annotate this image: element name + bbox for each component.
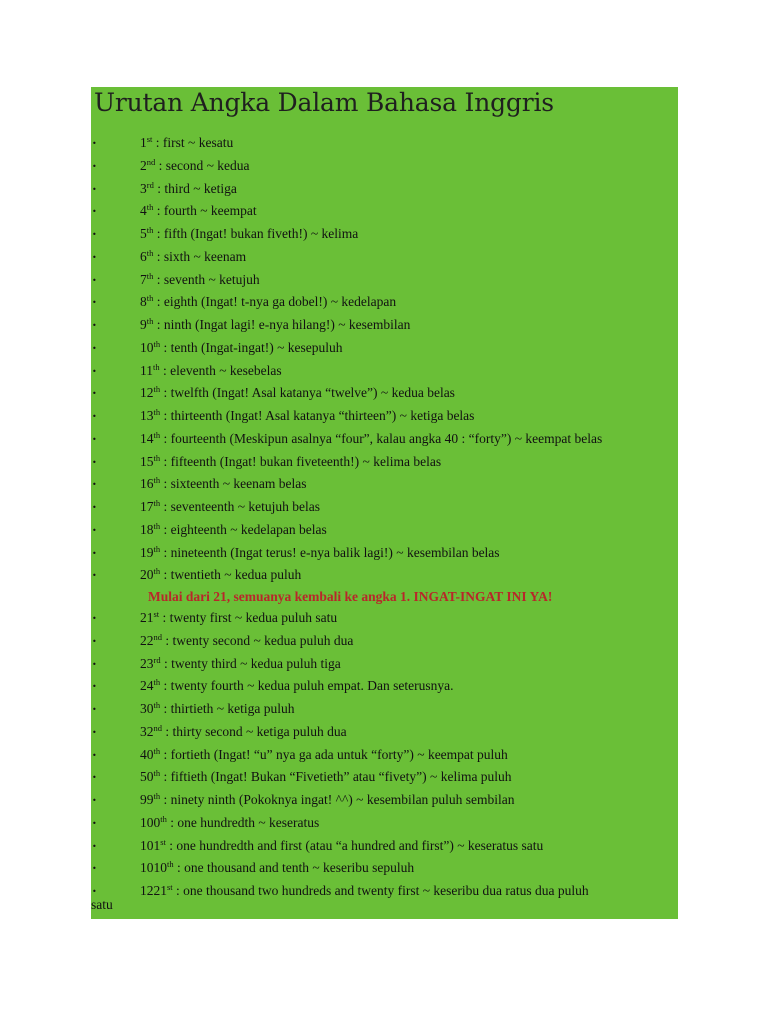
ordinal-number: 20: [140, 567, 154, 583]
ordinal-suffix: th: [153, 475, 161, 486]
list-item-text: [140, 542, 500, 564]
bullet-icon: •: [92, 682, 97, 692]
list-item-text: [140, 564, 301, 586]
list-item-text: [140, 744, 508, 766]
ordinal-suffix: th: [167, 859, 174, 870]
list-item-text: [140, 519, 327, 541]
list-item: [91, 519, 691, 541]
bullet-icon: •: [92, 525, 97, 535]
bullet-icon: •: [92, 161, 97, 171]
bullet-icon: •: [92, 230, 97, 239]
list-item: [91, 269, 691, 291]
bullet-icon: •: [92, 343, 97, 353]
ordinal-suffix: th: [153, 338, 161, 349]
bullet-icon: •: [92, 571, 97, 581]
ordinal-suffix: th: [153, 543, 161, 554]
ordinal-suffix: th: [153, 361, 160, 372]
bullet-icon: •: [92, 841, 97, 851]
ordinal-number: 50: [140, 769, 154, 785]
list-item-text: [140, 223, 358, 245]
ordinal-description: : one hundredth and first (atau “a hundred and first”) ~ keseratus satu: [165, 837, 544, 853]
ordinal-suffix: nd: [153, 722, 162, 733]
ordinal-description: : one thousand two hundreds and twenty first ~ keseribu dua ratus dua puluh: [172, 883, 589, 898]
bullet-icon: •: [92, 548, 97, 558]
ordinal-number: 19: [140, 544, 154, 560]
bullet-icon: •: [92, 434, 97, 444]
list-item-text: [140, 766, 512, 788]
list-item-text: [140, 360, 282, 382]
list-item-text: [140, 630, 353, 652]
list-item: [91, 496, 691, 518]
list-item-text: [140, 269, 260, 291]
bullet-icon: •: [92, 773, 97, 783]
ordinal-description: : first ~ kesatu: [152, 135, 234, 150]
ordinal-suffix: th: [153, 407, 161, 417]
bullet-icon: •: [92, 252, 97, 262]
list-item: [91, 744, 691, 766]
ordinal-number: 40: [140, 746, 154, 762]
ordinal-description: : eleventh ~ kesebelas: [159, 362, 282, 378]
ordinal-suffix: th: [153, 429, 161, 440]
list-item: [91, 428, 691, 450]
ordinal-suffix: th: [160, 813, 167, 824]
list-item: [91, 857, 691, 879]
list-item-text: [140, 246, 246, 268]
list-item: [91, 607, 691, 629]
bullet-icon: •: [92, 864, 97, 874]
ordinal-suffix: nd: [146, 156, 156, 167]
list-item: [91, 246, 691, 268]
document-page: [91, 87, 678, 919]
bullet-icon: •: [92, 366, 97, 376]
list-item-text: [140, 451, 441, 473]
ordinal-description: : sixth ~ keenam: [153, 248, 247, 264]
bullet-icon: •: [92, 207, 97, 217]
ordinal-number: 101: [140, 837, 161, 853]
ordinal-suffix: st: [153, 609, 160, 619]
list-item-text: [140, 473, 307, 495]
ordinal-description: : seventeenth ~ ketujuh belas: [160, 499, 321, 514]
ordinal-number: 30: [140, 701, 154, 716]
ordinal-description: : twenty second ~ kedua puluh dua: [162, 632, 354, 648]
ordinal-number: 7: [140, 271, 147, 287]
list-item-text: [140, 405, 474, 427]
ordinal-description: : seventh ~ ketujuh: [153, 271, 260, 287]
ordinal-suffix: st: [160, 836, 166, 847]
ordinal-number: 1010: [140, 860, 167, 876]
list-item-text: [140, 653, 341, 675]
list-item-text: [140, 496, 320, 518]
ordinal-number: 99: [140, 792, 154, 807]
list-item-text: [140, 178, 237, 200]
ordinal-description: : nineteenth (Ingat terus! e-nya balik lagi!) ~ kesembilan belas: [160, 544, 500, 560]
ordinal-number: 14: [140, 430, 154, 446]
ordinal-suffix: st: [167, 882, 173, 892]
list-item: [91, 291, 691, 313]
ordinal-number: 13: [140, 408, 154, 423]
list-item: [91, 653, 691, 675]
list-item: [91, 698, 691, 720]
list-item-text: [140, 721, 347, 743]
ordinal-suffix: th: [153, 768, 161, 779]
list-item-text: [140, 880, 589, 902]
list-item-text: [140, 789, 515, 811]
ordinal-number: 11: [140, 362, 153, 378]
list-item: [91, 382, 691, 404]
ordinal-suffix: th: [146, 225, 154, 235]
ordinal-description: : twenty first ~ kedua puluh satu: [159, 610, 338, 625]
ordinal-number: 5: [140, 226, 147, 241]
ordinal-description: : ninth (Ingat lagi! e-nya hilang!) ~ kesembilan: [153, 317, 411, 332]
list-item-text: [140, 382, 455, 404]
bullet-icon: •: [92, 659, 97, 669]
list-item: [91, 721, 691, 743]
ordinal-description: : fiftieth (Ingat! Bukan “Fivetieth” atau “fivety”) ~ kelima puluh: [160, 769, 512, 785]
ordinal-suffix: th: [146, 293, 154, 304]
bullet-icon: •: [92, 139, 97, 148]
bullet-icon: •: [92, 614, 97, 623]
bullet-icon: •: [92, 796, 97, 805]
ordinal-suffix: th: [153, 498, 161, 508]
list-item: [91, 789, 691, 811]
ordinal-number: 8: [140, 294, 147, 310]
list-item: [91, 812, 691, 834]
ordinal-suffix: th: [146, 270, 154, 281]
ordinal-number: 21: [140, 610, 154, 625]
list-item: [91, 178, 691, 200]
ordinal-description: : fourth ~ keempat: [153, 203, 257, 219]
page-title: Urutan Angka Dalam Bahasa Inggris: [94, 88, 554, 117]
ordinal-number: 4: [140, 203, 147, 219]
ordinal-suffix: rd: [146, 179, 154, 190]
list-item: [91, 314, 691, 336]
ordinal-number: 17: [140, 499, 154, 514]
bullet-icon: •: [92, 457, 97, 467]
ordinal-description: : fifteenth (Ingat! bukan fiveteenth!) ~ kelima belas: [160, 453, 442, 469]
list-item-text: [140, 812, 319, 834]
bullet-icon: •: [92, 321, 97, 330]
ordinal-description: : thirteenth (Ingat! Asal katanya “thirteen”) ~ ketiga belas: [160, 408, 475, 423]
list-item-text: [140, 857, 414, 879]
list-item: [91, 200, 691, 222]
ordinal-suffix: rd: [153, 654, 161, 665]
bullet-icon: •: [92, 705, 97, 714]
ordinal-suffix: th: [153, 384, 161, 395]
bullet-icon: •: [92, 275, 97, 285]
list-item-continuation: satu: [91, 896, 113, 912]
ordinal-number: 9: [140, 317, 147, 332]
list-item: [91, 405, 691, 427]
ordinal-number: 1221: [140, 883, 167, 898]
ordinal-suffix: th: [153, 791, 161, 801]
list-item: [91, 155, 691, 177]
list-item-text: [140, 314, 410, 336]
ordinal-description: : third ~ ketiga: [153, 180, 237, 196]
ordinal-number: 10: [140, 339, 154, 355]
ordinal-description: : fifth (Ingat! bukan fiveth!) ~ kelima: [153, 226, 359, 241]
bullet-icon: •: [92, 412, 97, 421]
list-item: [91, 337, 691, 359]
ordinal-suffix: th: [153, 566, 161, 577]
bullet-icon: •: [92, 750, 97, 760]
ordinal-description: : one thousand and tenth ~ keseribu sepuluh: [173, 860, 415, 876]
ordinal-suffix: th: [153, 520, 161, 531]
list-item: [91, 564, 691, 586]
list-item: [91, 223, 691, 245]
ordinal-description: : second ~ kedua: [155, 157, 250, 173]
ordinal-number: 12: [140, 385, 154, 401]
list-item-text: [140, 291, 396, 313]
ordinal-number: 1: [140, 135, 147, 150]
ordinal-description: : eighth (Ingat! t-nya ga dobel!) ~ kedelapan: [153, 294, 397, 310]
ordinal-number: 100: [140, 814, 161, 830]
list-item-text: [140, 698, 295, 720]
ordinal-suffix: th: [153, 700, 161, 710]
ordinal-description: : ninety ninth (Pokoknya ingat! ^^) ~ kesembilan puluh sembilan: [160, 792, 515, 807]
ordinal-number: 2: [140, 157, 147, 173]
ordinal-number: 22: [140, 632, 154, 648]
ordinal-suffix: th: [153, 452, 161, 463]
ordinal-suffix: th: [153, 677, 161, 688]
ordinal-description: : one hundredth ~ keseratus: [166, 814, 320, 830]
list-item-text: [140, 337, 343, 359]
list-item-text: [140, 155, 250, 177]
ordinal-number: 18: [140, 521, 154, 537]
list-item-text: [140, 428, 602, 450]
ordinal-number: 3: [140, 180, 147, 196]
list-item-text: [140, 132, 233, 154]
list-item: [91, 675, 691, 697]
ordinal-description: : twenty third ~ kedua puluh tiga: [160, 655, 341, 671]
bullet-icon: •: [92, 727, 97, 737]
ordinal-description: : thirtieth ~ ketiga puluh: [160, 701, 295, 716]
ordinal-number: 16: [140, 476, 154, 492]
ordinal-description: : tenth (Ingat-ingat!) ~ kesepuluh: [160, 339, 343, 355]
ordinal-description: : fourteenth (Meskipun asalnya “four”, kalau angka 40 : “forty”) ~ keempat belas: [160, 430, 603, 446]
ordinal-suffix: nd: [153, 631, 162, 642]
bullet-icon: •: [92, 636, 97, 646]
list-item: [91, 835, 691, 857]
ordinal-number: 15: [140, 453, 154, 469]
ordinal-suffix: th: [146, 202, 154, 213]
ordinal-number: 24: [140, 678, 154, 694]
ordinal-description: : twentieth ~ kedua puluh: [160, 567, 302, 583]
bullet-icon: •: [92, 503, 97, 512]
ordinal-suffix: th: [146, 247, 154, 258]
list-item: [91, 451, 691, 473]
list-item: [91, 132, 691, 154]
bullet-icon: •: [92, 818, 97, 828]
ordinal-description: : twelfth (Ingat! Asal katanya “twelve”) ~ kedua belas: [160, 385, 455, 401]
ordinal-suffix: th: [153, 745, 161, 756]
list-item-text: [140, 200, 257, 222]
ordinal-number: 32: [140, 723, 154, 739]
bullet-icon: •: [92, 887, 97, 896]
ordinal-suffix: th: [146, 316, 154, 326]
list-item-text: [140, 835, 543, 857]
ordinal-description: : thirty second ~ ketiga puluh dua: [162, 723, 347, 739]
list-item: [91, 473, 691, 495]
ordinal-suffix: st: [146, 134, 153, 144]
bullet-icon: •: [92, 480, 97, 490]
ordinal-description: : twenty fourth ~ kedua puluh empat. Dan seterusnya.: [160, 678, 454, 694]
list-item: [91, 542, 691, 564]
ordinal-description: : sixteenth ~ keenam belas: [160, 476, 307, 492]
list-item: [91, 360, 691, 382]
bullet-icon: •: [92, 389, 97, 399]
ordinal-number: 23: [140, 655, 154, 671]
bullet-icon: •: [92, 298, 97, 308]
list-item-text: [140, 675, 453, 697]
list-item: [91, 766, 691, 788]
list-item: [91, 880, 691, 902]
list-item: [91, 630, 691, 652]
note-text: Mulai dari 21, semuanya kembali ke angka 1. INGAT-INGAT INI YA!: [148, 589, 553, 604]
list-item-text: [140, 607, 337, 629]
ordinal-number: 6: [140, 248, 147, 264]
ordinal-description: : fortieth (Ingat! “u” nya ga ada untuk “forty”) ~ keempat puluh: [160, 746, 508, 762]
bullet-icon: •: [92, 184, 97, 194]
ordinal-description: : eighteenth ~ kedelapan belas: [160, 521, 327, 537]
